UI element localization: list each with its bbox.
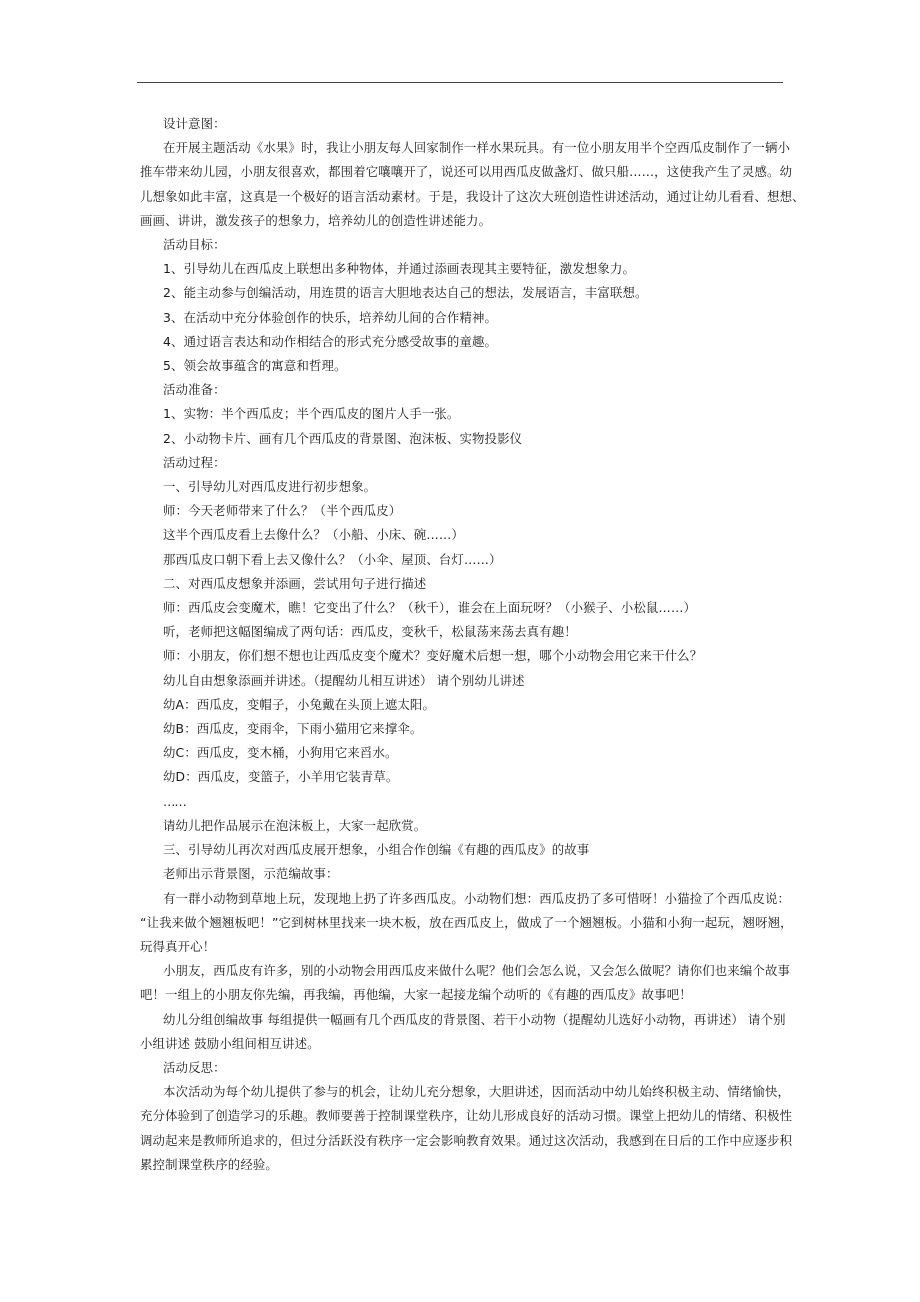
- text-line: 听，老师把这幅图编成了两句话：西瓜皮，变秋千，松鼠荡来荡去真有趣！: [163, 624, 577, 640]
- text-line: 3、在活动中充分体验创作的快乐，培养幼儿间的合作精神。: [163, 309, 498, 325]
- text-line: 1、引导幼儿在西瓜皮上联想出多种物体，并通过添画表现其主要特征，激发想象力。: [163, 261, 636, 277]
- text-line: 活动目标：: [163, 237, 226, 253]
- text-line: 玩得真开心！: [140, 938, 216, 954]
- text-line: 本次活动为每个幼儿提供了参与的机会，让幼儿充分想象，大胆讲述，因而活动中幼儿始终积极主动、情绪愉快，: [163, 1084, 791, 1100]
- text-line: 请幼儿把作品展示在泡沫板上，大家一起欣赏。: [163, 817, 427, 833]
- text-line: 充分体验到了创造学习的乐趣。教师要善于控制课堂秩序，让幼儿形成良好的活动习惯。课堂上把幼儿的情绪、积极性: [140, 1108, 793, 1124]
- text-line: 幼儿分组创编故事 每组提供一幅画有几个西瓜皮的背景图、若干小动物（提醒幼儿选好小动物，再讲述） 请个别: [163, 1011, 786, 1027]
- text-line: 幼儿自由想象添画并讲述。（提醒幼儿相互讲述） 请个别幼儿讲述: [163, 672, 525, 688]
- text-line: 调动起来是教师所追求的，但过分活跃没有秩序一定会影响教育效果。通过这次活动，我感到在日后的工作中应逐步积: [140, 1132, 793, 1148]
- text-line: 幼D：西瓜皮，变篮子，小羊用它装青草。: [163, 769, 399, 785]
- text-line: 活动反思：: [163, 1059, 226, 1075]
- text-line: 师：西瓜皮会变魔术，瞧！它变出了什么？（秋千），谁会在上面玩呀？（小猴子、小松鼠……）: [163, 600, 697, 616]
- text-line: “让我来做个翘翘板吧！”它到树林里找来一块木板，放在西瓜皮上，做成了一个翘翘板。小猫和小狗一起玩，翘呀翘，: [140, 914, 793, 930]
- text-line: 幼A：西瓜皮，变帽子，小兔戴在头顶上遮太阳。: [163, 696, 435, 712]
- text-line: 幼C：西瓜皮，变木桶，小狗用它来舀水。: [163, 745, 398, 761]
- text-line: 画画、讲讲，激发孩子的想象力，培养幼儿的创造性讲述能力。: [140, 212, 492, 228]
- text-line: 三、引导幼儿再次对西瓜皮展开想象，小组合作创编《有趣的西瓜皮》的故事: [163, 842, 590, 858]
- text-line: 5、领会故事蕴含的寓意和哲理。: [163, 358, 347, 374]
- header-rule: [137, 82, 783, 83]
- text-line: 活动准备：: [163, 382, 226, 398]
- text-line: 2、小动物卡片、画有几个西瓜皮的背景图、泡沫板、实物投影仪: [163, 430, 523, 446]
- text-line: 小组讲述 鼓励小组间相互讲述。: [140, 1035, 320, 1051]
- text-line: 小朋友，西瓜皮有许多，别的小动物会用西瓜皮来做什么呢？他们会怎么说，又会怎么做呢？请你们也来编个故事: [163, 963, 791, 979]
- text-line: 师：今天老师带来了什么？（半个西瓜皮）: [163, 503, 402, 519]
- text-line: 吧！一组上的小朋友你先编，再我编，再他编，大家一起接龙编个动听的《有趣的西瓜皮》故事吧！: [140, 987, 692, 1003]
- text-line: 在开展主题活动《水果》时，我让小朋友每人回家制作一样水果玩具。有一位小朋友用半个空西瓜皮制作了一辆小: [163, 140, 791, 156]
- text-line: 儿想象如此丰富，这真是一个极好的语言活动素材。于是，我设计了这次大班创造性讲述活动，通过让幼儿看看、想想、: [140, 188, 805, 204]
- text-line: 推车带来幼儿园，小朋友很喜欢，都围着它嚷嚷开了，说还可以用西瓜皮做盏灯、做只船……，这使我产生了灵感。幼: [140, 164, 793, 180]
- document-body: [140, 112, 805, 1177]
- text-line: 2、能主动参与创编活动，用连贯的语言大胆地表达自己的想法，发展语言，丰富联想。: [163, 285, 648, 301]
- text-line: 活动过程：: [163, 454, 226, 470]
- text-line: 1、实物：半个西瓜皮；半个西瓜皮的图片人手一张。: [163, 406, 460, 422]
- text-line: 累控制课堂秩序的经验。: [140, 1156, 278, 1172]
- text-line: ……: [163, 793, 186, 809]
- text-line: 老师出示背景图，示范编故事：: [163, 866, 339, 882]
- text-line: 二、对西瓜皮想象并添画，尝试用句子进行描述: [163, 575, 427, 591]
- text-line: 这半个西瓜皮看上去像什么？（小船、小床、碗……）: [163, 527, 464, 543]
- text-line: 一、引导幼儿对西瓜皮进行初步想象。: [163, 479, 377, 495]
- text-line: 设计意图：: [163, 116, 226, 131]
- text-line: 师：小朋友，你们想不想也让西瓜皮变个魔术？变好魔术后想一想，哪个小动物会用它来干什么？: [163, 648, 703, 664]
- text-line: 有一群小动物到草地上玩，发现地上扔了许多西瓜皮。小动物们想：西瓜皮扔了多可惜呀！小猫捡了个西瓜皮说：: [163, 890, 791, 906]
- text-line: 那西瓜皮口朝下看上去又像什么？（小伞、屋顶、台灯……）: [163, 551, 502, 567]
- text-line: 4、通过语言表达和动作相结合的形式充分感受故事的童趣。: [163, 333, 498, 349]
- text-line: 幼B：西瓜皮，变雨伞，下雨小猫用它来撑伞。: [163, 721, 423, 737]
